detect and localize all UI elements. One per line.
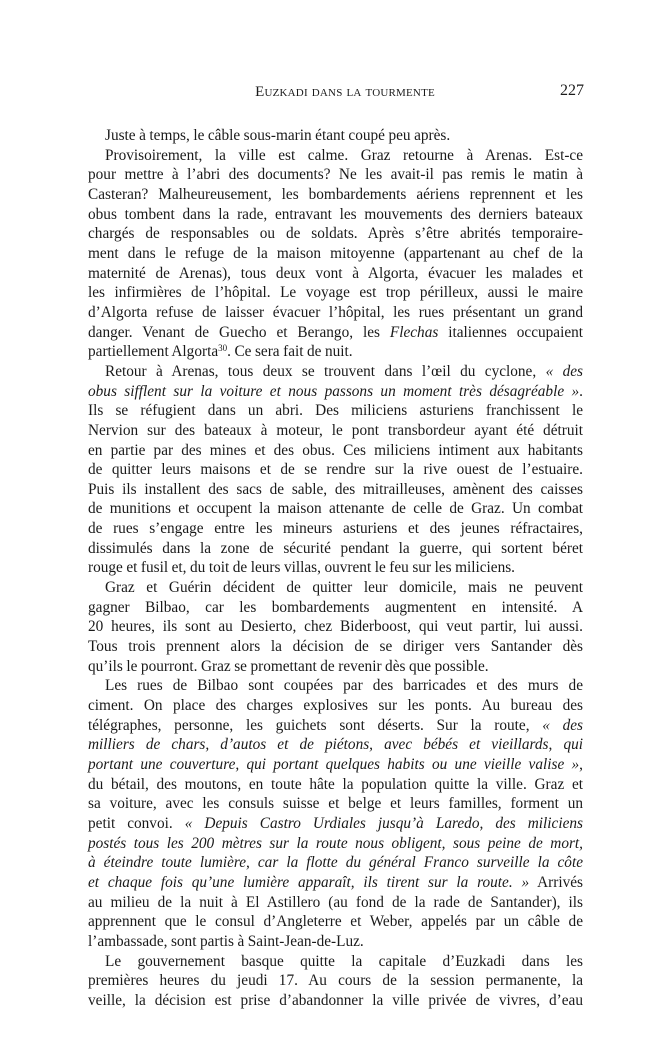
text-segment: gagner Bilbao, car les bombardements augmentent en intensité. A [88, 598, 583, 616]
text-segment: Ils se réfugient dans un abri. Des miliciens asturiens franchissent le [88, 402, 583, 420]
text-segment: petit convoi. [88, 814, 185, 832]
text-line [88, 519, 583, 539]
text-line [88, 578, 583, 598]
text-line [88, 971, 583, 991]
text-line [88, 382, 583, 402]
text-segment: Graz et Guérin décident de quitter leur domicile, mais ne peuvent [105, 579, 583, 597]
text-segment: Juste à temps, le câble sous-marin étant coupé peu après. [105, 127, 451, 144]
text-line [88, 224, 583, 244]
text-line [88, 283, 583, 303]
text-segment: premières heures du jeudi 17. Au cours de la session permanente, la [88, 972, 583, 990]
text-line [88, 637, 583, 657]
text-segment: télégraphes, personne, les guichets sont déserts. Sur la route, [88, 716, 543, 734]
text-line [88, 873, 583, 893]
text-line [88, 991, 583, 1011]
text-line [88, 696, 583, 716]
text-line [88, 598, 583, 618]
text-line [88, 893, 583, 913]
text-segment: sa voiture, avec les consuls suisse et belge et leurs familles, forment un [88, 795, 583, 813]
text-segment: maternité de Arenas), tous deux vont à Algorta, évacuer les malades et [88, 264, 583, 282]
text-line [88, 755, 583, 775]
text-line [88, 146, 583, 166]
text-segment: danger. Venant de Guecho et Berango, les [88, 323, 390, 341]
text-segment: ment dans le refuge de la maison mitoyenne (appartenant au chef de la [88, 244, 583, 262]
text-line [88, 735, 583, 755]
text-line [88, 185, 583, 205]
text-line [88, 814, 583, 834]
text-segment: Les rues de Bilbao sont coupées par des barricades et des murs de [105, 677, 583, 695]
body-text [88, 126, 583, 1011]
text-segment: du bétail, des moutons, en toute hâte la population quitte la ville. Graz et [88, 775, 583, 793]
text-line [88, 126, 583, 146]
text-line [88, 775, 583, 795]
text-line [88, 676, 583, 696]
text-segment: obus tombent dans la rade, entravant les mouvements des derniers bateaux [88, 205, 583, 223]
text-segment: Nervion sur des bateaux à moteur, le pont transbordeur ayant été détruit [88, 421, 583, 439]
text-segment: de rues s’engage entre les mineurs asturiens et des jeunes réfractaires, [88, 520, 583, 538]
text-line [88, 558, 583, 578]
text-segment: Tous trois prennent alors la décision de se diriger vers Santander dès [88, 638, 583, 656]
text-line [88, 421, 583, 441]
text-line [88, 401, 583, 421]
italic-text: « Depuis Castro Urdiales jusqu’à Laredo, des miliciens [184, 814, 583, 832]
text-line [88, 441, 583, 461]
page-number: 227 [560, 82, 584, 99]
text-segment: au milieu de la nuit à El Astillero (au fond de la rade de Santander), ils [88, 893, 583, 911]
text-line [88, 716, 583, 736]
italic-text: portant une couverture, qui portant quelques habits ou une vieille valise » [88, 756, 580, 773]
text-segment: veille, la décision est prise d’abandonner la ville privée de vivres, d’eau [88, 991, 583, 1009]
text-segment: chargés de responsables ou de soldats. Après s’être abrités temporaire- [88, 225, 583, 243]
text-line [88, 205, 583, 225]
italic-text: postés tous les 200 mètres sur la route nous obligent, sous peine de mort, [88, 834, 583, 852]
text-segment: . [579, 382, 583, 400]
text-line [88, 342, 583, 362]
text-line [88, 264, 583, 284]
text-segment: les infirmières de l’hôpital. Le voyage est trop périlleux, aussi le maire [88, 284, 583, 302]
text-line [88, 244, 583, 264]
text-segment: qu’ils le pourront. Graz se promettant de revenir dès que possible. [88, 657, 489, 675]
italic-text: obus sifflent sur la voiture et nous passons un moment très désagréable » [88, 382, 580, 400]
text-segment: . Ce sera fait de nuit. [227, 343, 353, 361]
italic-text: à éteindre toute lumière, car la flotte du général Franco surveille la côte [88, 854, 583, 872]
text-line [88, 539, 583, 559]
running-header-title: Euzkadi dans la tourmente [255, 84, 435, 100]
text-segment: en partie par des mines et des obus. Ces miliciens intiment aux habitants [88, 441, 583, 459]
footnote-ref: 30 [218, 343, 228, 354]
text-line [88, 853, 583, 873]
text-segment: Retour à Arenas, tous deux se trouvent dans l’œil du cyclone, [105, 362, 546, 380]
text-line [88, 794, 583, 814]
text-segment: dissimulés dans la zone de sécurité pendant la guerre, qui sortent béret [88, 539, 583, 557]
italic-text: et chaque fois qu’une lumière apparaît, ils tirent sur la route. » [88, 873, 530, 891]
text-segment: Casteran? Malheureusement, les bombardements aériens reprennent et les [88, 185, 583, 203]
italic-text: « des [542, 716, 583, 734]
text-segment: Arrivés [529, 873, 583, 891]
text-segment: partiellement Algorta [88, 343, 219, 361]
text-line [88, 362, 583, 382]
text-segment: italiennes occupaient [438, 323, 584, 341]
text-line [88, 834, 583, 854]
text-segment: 20 heures, ils sont au Desierto, chez Biderboost, qui veut partir, lui aussi. [88, 618, 583, 636]
text-segment: Le gouvernement basque quitte la capitale d’Euzkadi dans les [105, 952, 583, 970]
text-line [88, 165, 583, 185]
text-line [88, 303, 583, 323]
text-line [88, 480, 583, 500]
text-segment: , [579, 756, 583, 773]
text-segment: de quitter leurs maisons et de se rendre sur la rive ouest de l’estuaire. [88, 461, 583, 479]
text-line [88, 499, 583, 519]
text-segment: apprennent que le consul d’Angleterre et Weber, appelés par un câble de [88, 913, 583, 931]
italic-text: « des [545, 362, 583, 380]
text-segment: ciment. On place des charges explosives sur les ponts. Au bureau des [88, 697, 583, 715]
text-segment: rouge et fusil et, du toit de leurs villas, ouvrent le feu sur les miliciens. [88, 559, 515, 577]
text-line [88, 657, 583, 677]
text-segment: Puis ils installent des sacs de sable, des mitrailleuses, amènent des caisses [88, 480, 583, 498]
text-segment: Provisoirement, la ville est calme. Graz retourne à Arenas. Est-ce [105, 146, 583, 164]
italic-text: milliers de chars, d’autos et de piétons, avec bébés et vieillards, qui [88, 736, 583, 754]
text-segment: de munitions et occupent la maison attenante de celle de Graz. Un combat [88, 500, 583, 518]
text-segment: d’Algorta refuse de laisser évacuer l’hôpital, les rues présentant un grand [88, 303, 583, 321]
text-line [88, 912, 583, 932]
text-line [88, 323, 583, 343]
text-segment: pour mettre à l’abri des documents? Ne les avait-il pas remis le matin à [88, 166, 583, 184]
text-line [88, 460, 583, 480]
text-line [88, 932, 583, 952]
text-line [88, 952, 583, 972]
text-line [88, 617, 583, 637]
text-segment: l’ambassade, sont partis à Saint-Jean-de-Luz. [88, 932, 364, 950]
italic-text: Flechas [389, 323, 439, 341]
